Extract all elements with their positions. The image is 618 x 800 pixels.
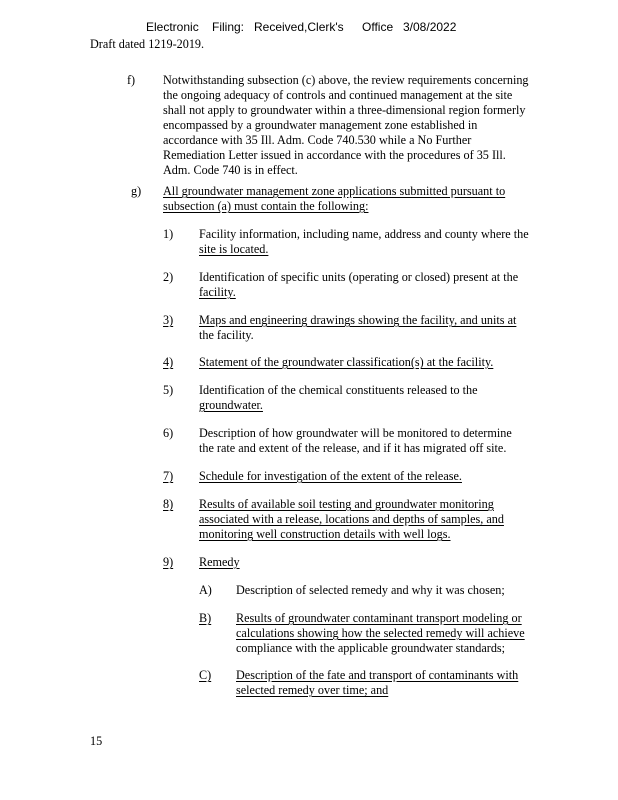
item-4-line: Statement of the groundwater classification(s) at the facility. xyxy=(199,355,494,369)
item-7-number: 7) xyxy=(163,469,174,483)
item-2-number: 2) xyxy=(163,270,174,284)
subsection-g-line: All groundwater management zone applications submitted pursuant to xyxy=(163,184,506,198)
filing-stamp-received: Received,Clerk's xyxy=(254,20,344,34)
item-1-line: site is located. xyxy=(199,242,269,256)
subitem-c-number: C) xyxy=(199,668,212,682)
subsection-f-line: shall not apply to groundwater within a three-dimensional region formerly xyxy=(163,103,526,117)
item-8-number: 8) xyxy=(163,497,174,511)
item-6-line: Description of how groundwater will be monitored to determine xyxy=(199,426,512,440)
filing-stamp-electronic: Electronic xyxy=(146,20,199,34)
filing-stamp-date: 3/08/2022 xyxy=(403,20,457,34)
item-7-line: Schedule for investigation of the extent of the release. xyxy=(199,469,462,483)
item-8-line: Results of available soil testing and groundwater monitoring xyxy=(199,497,494,511)
subsection-f-line: Remediation Letter issued in accordance with the procedures of 35 Ill. xyxy=(163,148,506,162)
subitem-a-number: A) xyxy=(199,583,212,597)
item-5-number: 5) xyxy=(163,383,174,397)
filing-stamp-office: Office xyxy=(362,20,394,34)
item-4-number: 4) xyxy=(163,355,174,369)
item-3-line: Maps and engineering drawings showing the facility, and units at xyxy=(199,313,517,327)
subitem-c-line: Description of the fate and transport of contaminants with xyxy=(236,668,519,682)
filing-stamp-filing: Filing: xyxy=(212,20,245,34)
item-6-line: the rate and extent of the release, and if it has migrated off site. xyxy=(199,441,507,455)
page-number: 15 xyxy=(90,734,103,748)
subsection-g-line: subsection (a) must contain the following: xyxy=(163,199,369,213)
item-2-line: Identification of specific units (operating or closed) present at the xyxy=(199,270,519,284)
subitem-b-line: compliance with the applicable groundwater standards; xyxy=(236,641,506,655)
item-5-line: groundwater. xyxy=(199,398,263,412)
item-6-number: 6) xyxy=(163,426,174,440)
subitem-c-line: selected remedy over time; and xyxy=(236,683,389,697)
item-2-line: facility. xyxy=(199,285,236,299)
subitem-b-line: Results of groundwater contaminant transport modeling or xyxy=(236,611,522,625)
subitem-b-number: B) xyxy=(199,611,212,625)
item-1-line: Facility information, including name, address and county where the xyxy=(199,227,529,241)
subsection-f-line: Notwithstanding subsection (c) above, the review requirements concerning xyxy=(163,73,529,87)
item-8-line: monitoring well construction details with well logs. xyxy=(199,527,451,541)
subitem-b-line: calculations showing how the selected remedy will achieve xyxy=(236,626,525,640)
item-3-line: the facility. xyxy=(199,328,254,342)
subsection-f-line: the ongoing adequacy of controls and continued management at the site xyxy=(163,88,513,102)
subsection-f-line: encompassed by a groundwater management zone established in xyxy=(163,118,478,132)
draft-date: Draft dated 1219-2019. xyxy=(90,37,205,51)
subsection-f-line: Adm. Code 740 is in effect. xyxy=(163,163,298,177)
subsection-g-label: g) xyxy=(131,184,142,198)
subsection-f-line: accordance with 35 Ill. Adm. Code 740.530 while a No Further xyxy=(163,133,472,147)
item-1-number: 1) xyxy=(163,227,174,241)
item-3-number: 3) xyxy=(163,313,174,327)
item-9-line: Remedy xyxy=(199,555,240,569)
item-5-line: Identification of the chemical constituents released to the xyxy=(199,383,478,397)
subitem-a-line: Description of selected remedy and why it was chosen; xyxy=(236,583,505,597)
item-9-number: 9) xyxy=(163,555,174,569)
subsection-f-label: f) xyxy=(127,73,136,87)
item-8-line: associated with a release, locations and depths of samples, and xyxy=(199,512,504,526)
